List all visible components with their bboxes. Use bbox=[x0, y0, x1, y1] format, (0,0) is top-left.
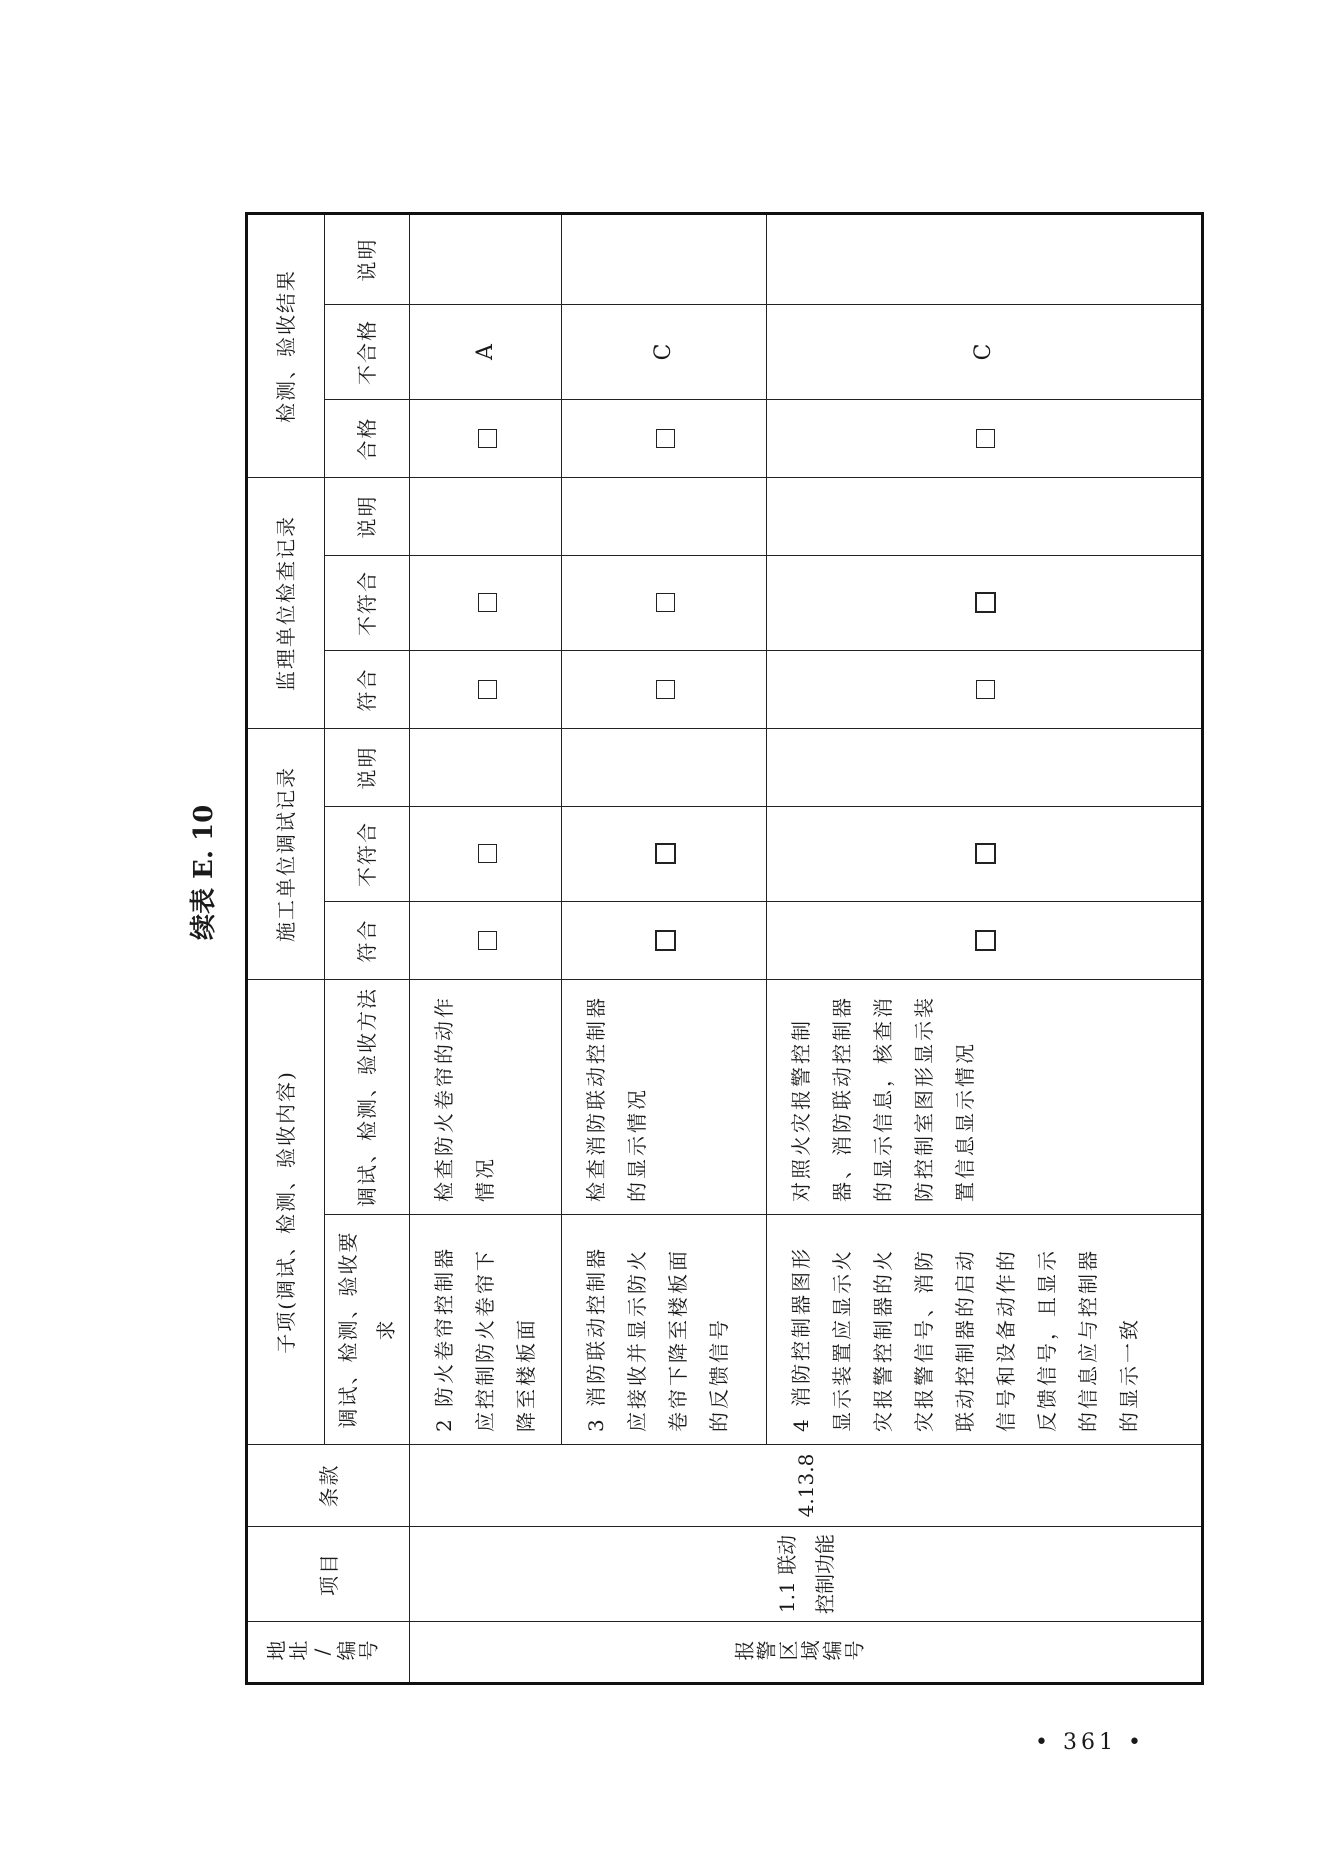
checkbox[interactable] bbox=[656, 593, 675, 612]
checkbox[interactable] bbox=[478, 931, 497, 950]
checkbox[interactable] bbox=[478, 680, 497, 699]
table-row bbox=[410, 213, 562, 1683]
header-inspection-note: 说明 bbox=[325, 213, 410, 304]
inspection-fail-cell: C bbox=[767, 304, 1203, 399]
address-value: 报警区域编号 bbox=[410, 1622, 1203, 1684]
checkbox[interactable] bbox=[976, 680, 995, 699]
construction-nonconform-cell bbox=[767, 806, 1203, 901]
checkbox[interactable] bbox=[655, 843, 676, 864]
requirement-cell: 3 消防联动控制器应接收并显示防火卷帘下降至楼板面的反馈信号 bbox=[562, 1215, 767, 1445]
inspection-pass-cell bbox=[562, 399, 767, 477]
supervision-nonconform-cell bbox=[410, 555, 562, 650]
checkbox[interactable] bbox=[656, 680, 675, 699]
supervision-conform-cell bbox=[562, 650, 767, 728]
construction-conform-cell bbox=[562, 901, 767, 979]
supervision-conform-cell bbox=[410, 650, 562, 728]
header-construction-nonconform: 不符合 bbox=[325, 806, 410, 901]
inspection-note-cell bbox=[767, 213, 1203, 304]
checkbox[interactable] bbox=[656, 429, 675, 448]
header-supervision-note: 说明 bbox=[325, 477, 410, 555]
checkbox[interactable] bbox=[478, 429, 497, 448]
header-clause: 条款 bbox=[247, 1445, 410, 1527]
header-construction-conform: 符合 bbox=[325, 901, 410, 979]
header-requirement: 调试、检测、验收要求 bbox=[325, 1215, 410, 1445]
record-table bbox=[245, 212, 1204, 1685]
method-cell: 检查防火卷帘的动作情况 bbox=[410, 979, 562, 1214]
header-item: 项目 bbox=[247, 1527, 410, 1622]
construction-note-cell bbox=[410, 728, 562, 806]
supervision-note-cell bbox=[562, 477, 767, 555]
clause-value: 4.13.8 bbox=[410, 1445, 1203, 1527]
checkbox[interactable] bbox=[975, 843, 996, 864]
checkbox[interactable] bbox=[655, 930, 676, 951]
header-construction-note: 说明 bbox=[325, 728, 410, 806]
construction-note-cell bbox=[767, 728, 1203, 806]
page-number: • 361 • bbox=[1035, 1730, 1145, 1755]
inspection-note-cell bbox=[410, 213, 562, 304]
header-construction: 施工单位调试记录 bbox=[247, 728, 325, 979]
method-cell: 对照火灾报警控制器、消防联动控制器的显示信息，核查消防控制室图形显示装置信息显示情况 bbox=[767, 979, 1203, 1214]
checkbox[interactable] bbox=[478, 844, 497, 863]
requirement-cell: 2 防火卷帘控制器应控制防火卷帘下降至楼板面 bbox=[410, 1215, 562, 1445]
supervision-nonconform-cell bbox=[562, 555, 767, 650]
checkbox[interactable] bbox=[976, 429, 995, 448]
checkbox[interactable] bbox=[975, 592, 996, 613]
inspection-fail-cell: C bbox=[562, 304, 767, 399]
requirement-cell: 4 消防控制器图形显示装置应显示火灾报警控制器的火灾报警信号、消防联动控制器的启动信号和设备动作的反馈信号，且显示的信息应与控制器的显示一致 bbox=[767, 1215, 1203, 1445]
inspection-pass-cell bbox=[410, 399, 562, 477]
supervision-note-cell bbox=[767, 477, 1203, 555]
header-method: 调试、检测、验收方法 bbox=[325, 979, 410, 1214]
construction-nonconform-cell bbox=[410, 806, 562, 901]
header-subitem: 子项(调试、检测、验收内容) bbox=[247, 979, 325, 1444]
header-inspection: 检测、验收结果 bbox=[247, 213, 325, 477]
supervision-conform-cell bbox=[767, 650, 1203, 728]
header-inspection-pass: 合格 bbox=[325, 399, 410, 477]
header-supervision: 监理单位检查记录 bbox=[247, 477, 325, 728]
method-cell: 检查消防联动控制器的显示情况 bbox=[562, 979, 767, 1214]
construction-nonconform-cell bbox=[562, 806, 767, 901]
header-supervision-nonconform: 不符合 bbox=[325, 555, 410, 650]
inspection-note-cell bbox=[562, 213, 767, 304]
header-address: 地址/编号 bbox=[247, 1622, 410, 1684]
header-inspection-fail: 不合格 bbox=[325, 304, 410, 399]
record-table-rotated bbox=[245, 215, 1150, 1685]
construction-conform-cell bbox=[767, 901, 1203, 979]
item-value: 1.1 联动控制功能 bbox=[410, 1527, 1203, 1622]
inspection-pass-cell bbox=[767, 399, 1203, 477]
checkbox[interactable] bbox=[478, 593, 497, 612]
header-supervision-conform: 符合 bbox=[325, 650, 410, 728]
supervision-note-cell bbox=[410, 477, 562, 555]
checkbox[interactable] bbox=[975, 930, 996, 951]
table-title: 续表 E. 10 bbox=[189, 804, 219, 940]
construction-note-cell bbox=[562, 728, 767, 806]
construction-conform-cell bbox=[410, 901, 562, 979]
inspection-fail-cell: A bbox=[410, 304, 562, 399]
supervision-nonconform-cell bbox=[767, 555, 1203, 650]
